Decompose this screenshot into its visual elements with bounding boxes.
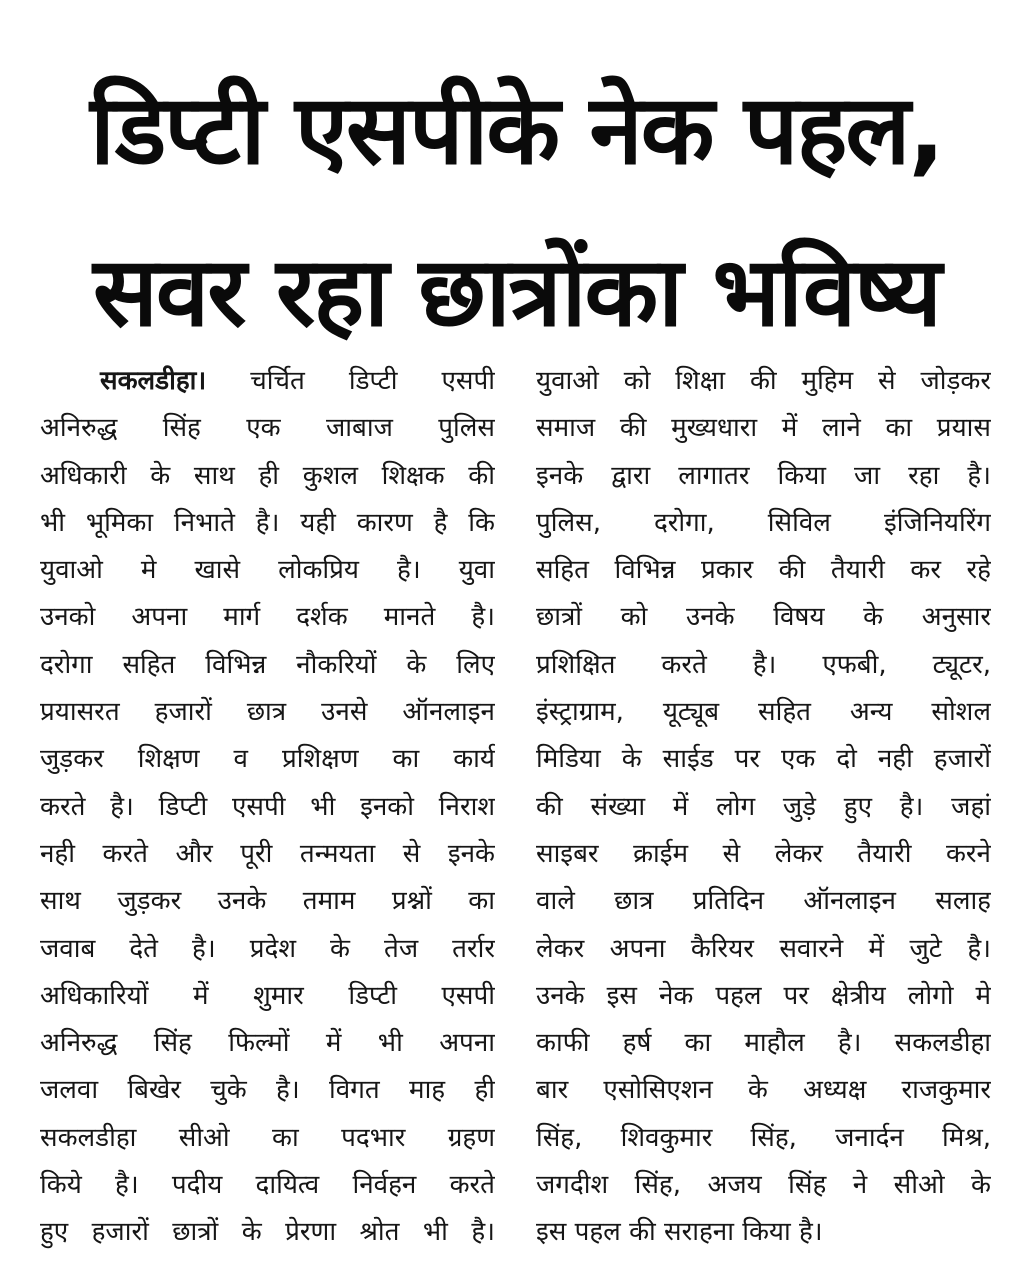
article-line: जवाब देते है। प्रदेश के तेज तर्रार [40, 933, 495, 964]
article-line: मिडिया के साईड पर एक दो नही हजारों [536, 744, 991, 775]
article-line: छात्रों को उनके विषय के अनुसार [536, 602, 991, 633]
article-line: युवाओ को शिक्षा की मुहिम से जोड़कर [536, 366, 991, 396]
article-line: अधिकारियों में शुमार डिप्टी एसपी [40, 980, 495, 1011]
article-line: पुलिस, दरोगा, सिविल इंजिनियरिंग [536, 507, 991, 538]
article-line: प्रशिक्षित करते है। एफबी, ट्यूटर, [536, 649, 991, 680]
article-line: चर्चित डिप्टी एसपी [250, 366, 495, 396]
article-line: भी भूमिका निभाते है। यही कारण है कि [40, 507, 495, 538]
article-line: की संख्या में लोग जुड़े हुए है। जहां [536, 791, 991, 822]
article-line: समाज की मुख्यधारा में लाने का प्रयास [536, 413, 991, 444]
article-line: नही करते और पूरी तन्मयता से इनके [40, 838, 495, 869]
article-line: किये है। पदीय दायित्व निर्वहन करते [40, 1170, 495, 1201]
article-line: उनके इस नेक पहल पर क्षेत्रीय लोगो मे [536, 980, 991, 1011]
article-line: अधिकारी के साथ ही कुशल शिक्षक की [40, 460, 495, 491]
article-line: बार एसोसिएशन के अध्यक्ष राजकुमार [536, 1075, 991, 1106]
article-line: इनके द्वारा लागातर किया जा रहा है। [536, 460, 991, 491]
article-line: उनको अपना मार्ग दर्शक मानते है। [40, 602, 495, 633]
article-line: सिंह, शिवकुमार सिंह, जनार्दन मिश्र, [536, 1122, 991, 1153]
article-line: काफी हर्ष का माहौल है। सकलडीहा [536, 1028, 991, 1059]
article-line: अनिरुद्ध सिंह एक जाबाज पुलिस [40, 413, 495, 444]
article-column-left [40, 358, 495, 1257]
article-line: साइबर क्राईम से लेकर तैयारी करने [536, 838, 991, 869]
article-line: हुए हजारों छात्रों के प्रेरणा श्रोत भी है। [40, 1217, 495, 1248]
article-line: सहित विभिन्न प्रकार की तैयारी कर रहे [536, 555, 991, 586]
article-line: जगदीश सिंह, अजय सिंह ने सीओ के [536, 1170, 991, 1201]
article-column-right [536, 358, 991, 1257]
article-line: इंस्ट्राग्राम, यूट्यूब सहित अन्य सोशल [536, 697, 991, 728]
article-line: करते है। डिप्टी एसपी भी इनको निराश [40, 791, 495, 822]
article-line: प्रयासरत हजारों छात्र उनसे ऑनलाइन [40, 697, 495, 728]
article-line: जलवा बिखेर चुके है। विगत माह ही [40, 1075, 495, 1106]
article-line: लेकर अपना कैरियर सवारने में जुटे है। [536, 933, 991, 964]
article-line: साथ जुड़कर उनके तमाम प्रश्नों का [40, 886, 495, 917]
article-line: इस पहल की सराहना किया है। [536, 1217, 823, 1248]
article-line: वाले छात्र प्रतिदिन ऑनलाइन सलाह [536, 886, 991, 917]
headline-line-1: डिप्टी एसपीके नेक पहल, [90, 74, 943, 186]
article-lead-line [40, 358, 495, 405]
article-line: युवाओ मे खासे लोकप्रिय है। युवा [40, 555, 495, 586]
article-line: जुड़कर शिक्षण व प्रशिक्षण का कार्य [40, 744, 495, 775]
article-line: अनिरुद्ध सिंह फिल्मों में भी अपना [40, 1028, 495, 1059]
headline-line-2: सवर रहा छात्रोंका भविष्य [92, 236, 940, 348]
article-line: दरोगा सहित विभिन्न नौकरियों के लिए [40, 649, 495, 680]
article-line: सकलडीहा सीओ का पदभार ग्रहण [40, 1122, 495, 1153]
dateline: सकलडीहा। [100, 366, 207, 396]
